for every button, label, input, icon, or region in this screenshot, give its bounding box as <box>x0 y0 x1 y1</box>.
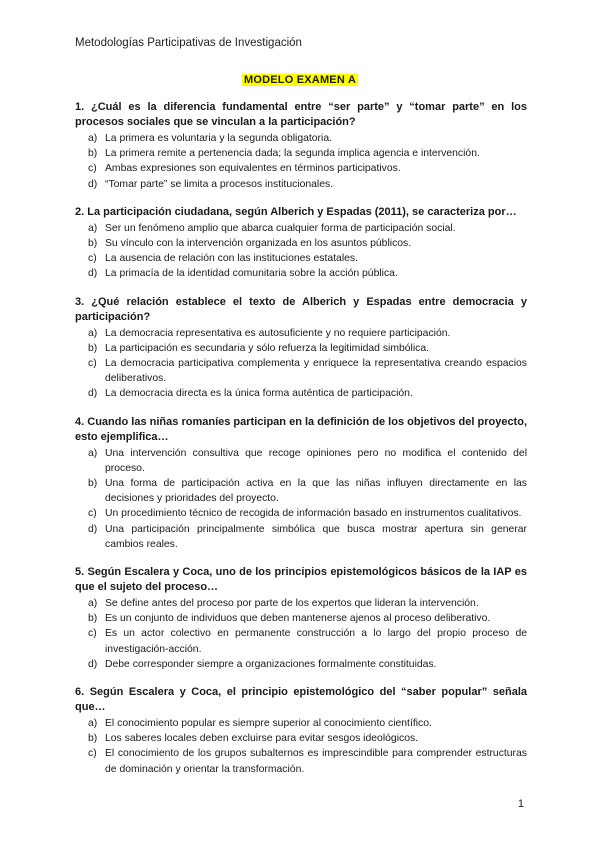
question-3 <box>75 295 527 402</box>
options-list <box>75 326 527 402</box>
option-letter: b) <box>88 478 98 490</box>
option-item <box>75 341 527 356</box>
option-text: La primera remite a pertenencia dada; la segunda implica agencia e intervención. <box>105 148 480 160</box>
option-item <box>75 626 527 656</box>
option-letter: c) <box>88 748 97 760</box>
options-list <box>75 596 527 672</box>
option-text: La primera es voluntaria y la segunda obligatoria. <box>105 133 332 144</box>
option-letter: c) <box>88 253 97 265</box>
page-number: 1 <box>517 798 524 810</box>
option-letter: b) <box>88 238 98 250</box>
option-letter: a) <box>88 327 98 339</box>
option-item <box>75 716 527 731</box>
option-text: La democracia participativa complementa y enriquece la representativa creando espacios deliberativos. <box>105 358 527 385</box>
option-text: Ser un fenómeno amplio que abarca cualquier forma de participación social. <box>105 222 456 234</box>
option-letter: a) <box>88 133 98 144</box>
option-item <box>75 236 527 251</box>
option-item <box>75 657 527 672</box>
option-text: La participación es secundaria y sólo refuerza la legitimidad simbólica. <box>105 342 430 354</box>
option-text: Es un actor colectivo en permanente construcción a lo largo del propio proceso de investigación-acción. <box>105 628 527 655</box>
running-header: Metodologías Participativas de Investigación <box>75 37 302 49</box>
options-list <box>75 716 527 777</box>
question-4 <box>75 415 527 552</box>
option-item <box>75 326 527 341</box>
option-letter: b) <box>88 342 98 354</box>
option-item <box>75 522 527 552</box>
option-item <box>75 386 527 401</box>
option-letter: c) <box>88 508 97 520</box>
option-item <box>75 476 527 506</box>
option-item <box>75 266 527 281</box>
options-list <box>75 446 527 552</box>
question-text: 6. Según Escalera y Coca, el principio epistemológico del “saber popular” señala que… <box>75 686 527 714</box>
option-letter: d) <box>88 523 98 535</box>
option-item <box>75 251 527 266</box>
option-item <box>75 731 527 746</box>
option-text: La primacía de la identidad comunitaria sobre la acción pública. <box>105 268 398 280</box>
option-letter: b) <box>88 733 98 745</box>
option-text: Ambas expresiones son equivalentes en términos participativos. <box>105 163 401 175</box>
option-item <box>75 356 527 386</box>
option-letter: a) <box>88 718 98 730</box>
option-letter: c) <box>88 628 97 640</box>
question-5 <box>75 565 527 672</box>
option-text: Los saberes locales deben excluirse para evitar sesgos ideológicos. <box>105 733 419 745</box>
option-letter: c) <box>88 163 97 175</box>
question-text: 1. ¿Cuál es la diferencia fundamental entre “ser parte” y “tomar parte” en los procesos sociales que se vinculan a la participación? <box>75 101 527 128</box>
option-text: La democracia directa es la única forma auténtica de participación. <box>105 388 413 400</box>
option-text: El conocimiento popular es siempre superior al conocimiento científico. <box>105 718 432 730</box>
option-text: Es un conjunto de individuos que deben mantenerse ajenos al proceso deliberativo. <box>105 613 491 625</box>
option-letter: c) <box>88 358 97 370</box>
option-item <box>75 746 527 776</box>
exam-title: MODELO EXAMEN A <box>244 74 356 86</box>
option-text: Una intervención consultiva que recoge opiniones pero no modifica el contenido del proceso. <box>105 447 527 474</box>
options-list <box>75 221 527 282</box>
option-text: Un procedimiento técnico de recogida de información basado en instrumentos cualitativos. <box>105 508 522 520</box>
option-item <box>75 596 527 611</box>
option-text: “Tomar parte” se limita a procesos institucionales. <box>105 178 334 190</box>
option-text: Su vínculo con la intervención organizada en los asuntos públicos. <box>105 238 412 250</box>
option-letter: a) <box>88 222 98 234</box>
option-item <box>75 161 527 176</box>
option-item <box>75 611 527 626</box>
option-item <box>75 177 527 192</box>
option-letter: b) <box>88 613 98 625</box>
option-item <box>75 506 527 521</box>
option-text: La ausencia de relación con las instituciones estatales. <box>105 253 358 265</box>
option-letter: a) <box>88 447 98 459</box>
option-letter: d) <box>88 268 98 280</box>
option-text: La democracia representativa es autosuficiente y no requiere participación. <box>105 327 451 339</box>
option-letter: b) <box>88 148 98 160</box>
option-text: Debe corresponder siempre a organizaciones formalmente constituidas. <box>105 658 437 670</box>
title-container <box>0 70 600 88</box>
question-text: 5. Según Escalera y Coca, uno de los principios epistemológicos básicos de la IAP es que el sujeto del proceso… <box>75 566 527 594</box>
option-text: Una forma de participación activa en la que las niñas influyen directamente en las decisiones y prioridades del proyecto. <box>105 478 527 505</box>
option-item <box>75 131 527 146</box>
question-2 <box>75 205 527 282</box>
question-text: 2. La participación ciudadana, según Alberich y Espadas (2011), se caracteriza por… <box>75 205 517 218</box>
option-text: Una participación principalmente simbólica que busca mostrar apertura sin generar cambios reales. <box>105 523 527 550</box>
option-letter: d) <box>88 178 98 190</box>
question-6 <box>75 685 527 777</box>
question-list <box>75 100 527 790</box>
option-item <box>75 146 527 161</box>
question-1 <box>75 100 527 192</box>
question-text: 3. ¿Qué relación establece el texto de Alberich y Espadas entre democracia y participación? <box>75 295 527 323</box>
option-item <box>75 221 527 236</box>
question-text: 4. Cuando las niñas romaníes participan en la definición de los objetivos del proyecto, esto ejemplifica… <box>75 415 527 443</box>
option-letter: a) <box>88 598 98 610</box>
option-text: Se define antes del proceso por parte de los expertos que lideran la intervención. <box>105 598 479 610</box>
option-item <box>75 446 527 476</box>
option-letter: d) <box>88 388 98 400</box>
option-letter: d) <box>88 658 98 670</box>
option-text: El conocimiento de los grupos subalternos es imprescindible para comprender estructuras de dominación y orientar la transformación. <box>105 748 527 775</box>
options-list <box>75 131 527 192</box>
